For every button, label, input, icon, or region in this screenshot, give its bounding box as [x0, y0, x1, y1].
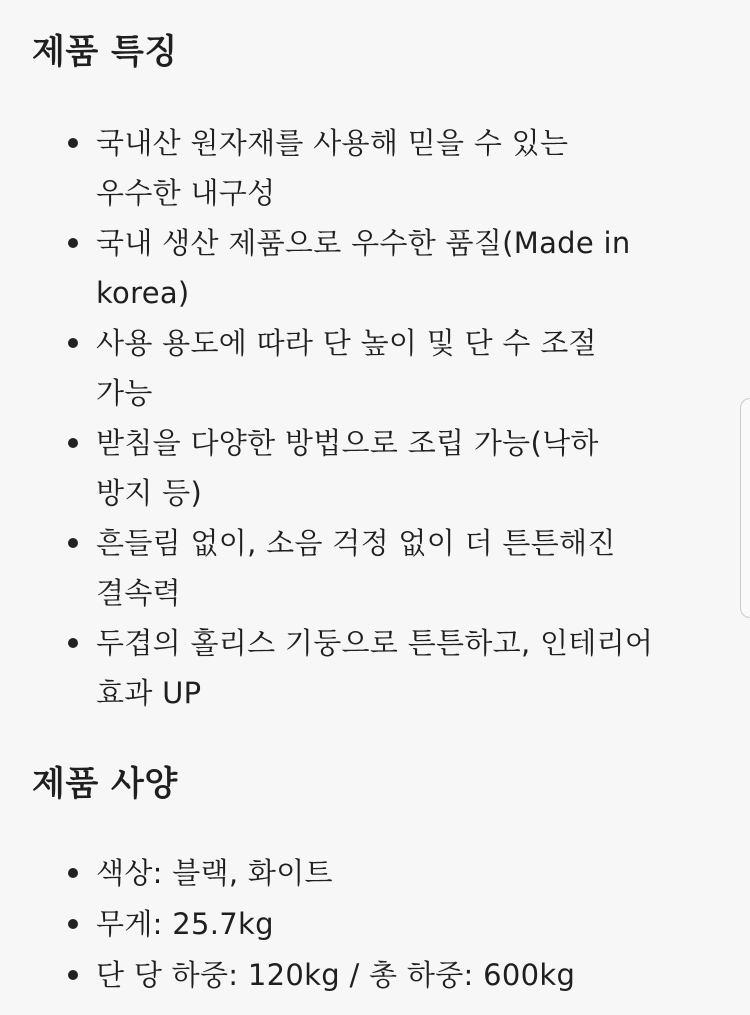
feature-item-text: 국내산 원자재를 사용해 믿을 수 있는 우수한 내구성 [96, 126, 569, 210]
spec-item [0, 848, 696, 899]
feature-item-text: 받침을 다양한 방법으로 조립 가능(낙하 방지 등) [96, 426, 599, 510]
feature-item [0, 418, 656, 518]
bullet-icon [68, 638, 78, 648]
bullet-icon [68, 538, 78, 548]
spec-item-text: 색상: 블랙, 화이트 [96, 856, 333, 890]
bullet-icon [68, 438, 78, 448]
feature-item [0, 618, 656, 718]
bullet-icon [68, 868, 78, 878]
feature-item-text: 사용 용도에 따라 단 높이 및 단 수 조절 가능 [96, 326, 597, 410]
feature-item-text: 두겹의 홀리스 기둥으로 튼튼하고, 인테리어 효과 UP [96, 626, 654, 710]
feature-item [0, 218, 656, 318]
feature-item [0, 118, 656, 218]
spec-item-text: 단 당 하중: 120kg / 총 하중: 600kg [96, 958, 576, 992]
bullet-icon [68, 338, 78, 348]
feature-item-text: 국내 생산 제품으로 우수한 품질(Made in korea) [96, 226, 631, 310]
features-list [0, 118, 720, 718]
bullet-icon [68, 970, 78, 980]
bullet-icon [68, 138, 78, 148]
features-heading: 제품 특징 [32, 32, 178, 72]
specs-list [0, 848, 720, 1001]
spec-item-text: 무게: 25.7kg [96, 907, 274, 941]
bullet-icon [68, 919, 78, 929]
feature-item [0, 318, 656, 418]
feature-item [0, 518, 656, 618]
spec-item [0, 899, 696, 950]
edge-panel-handle[interactable] [740, 398, 750, 618]
specs-heading: 제품 사양 [32, 764, 178, 804]
spec-item [0, 950, 696, 1001]
bullet-icon [68, 238, 78, 248]
feature-item-text: 흔들림 없이, 소음 걱정 없이 더 튼튼해진 결속력 [96, 526, 616, 610]
